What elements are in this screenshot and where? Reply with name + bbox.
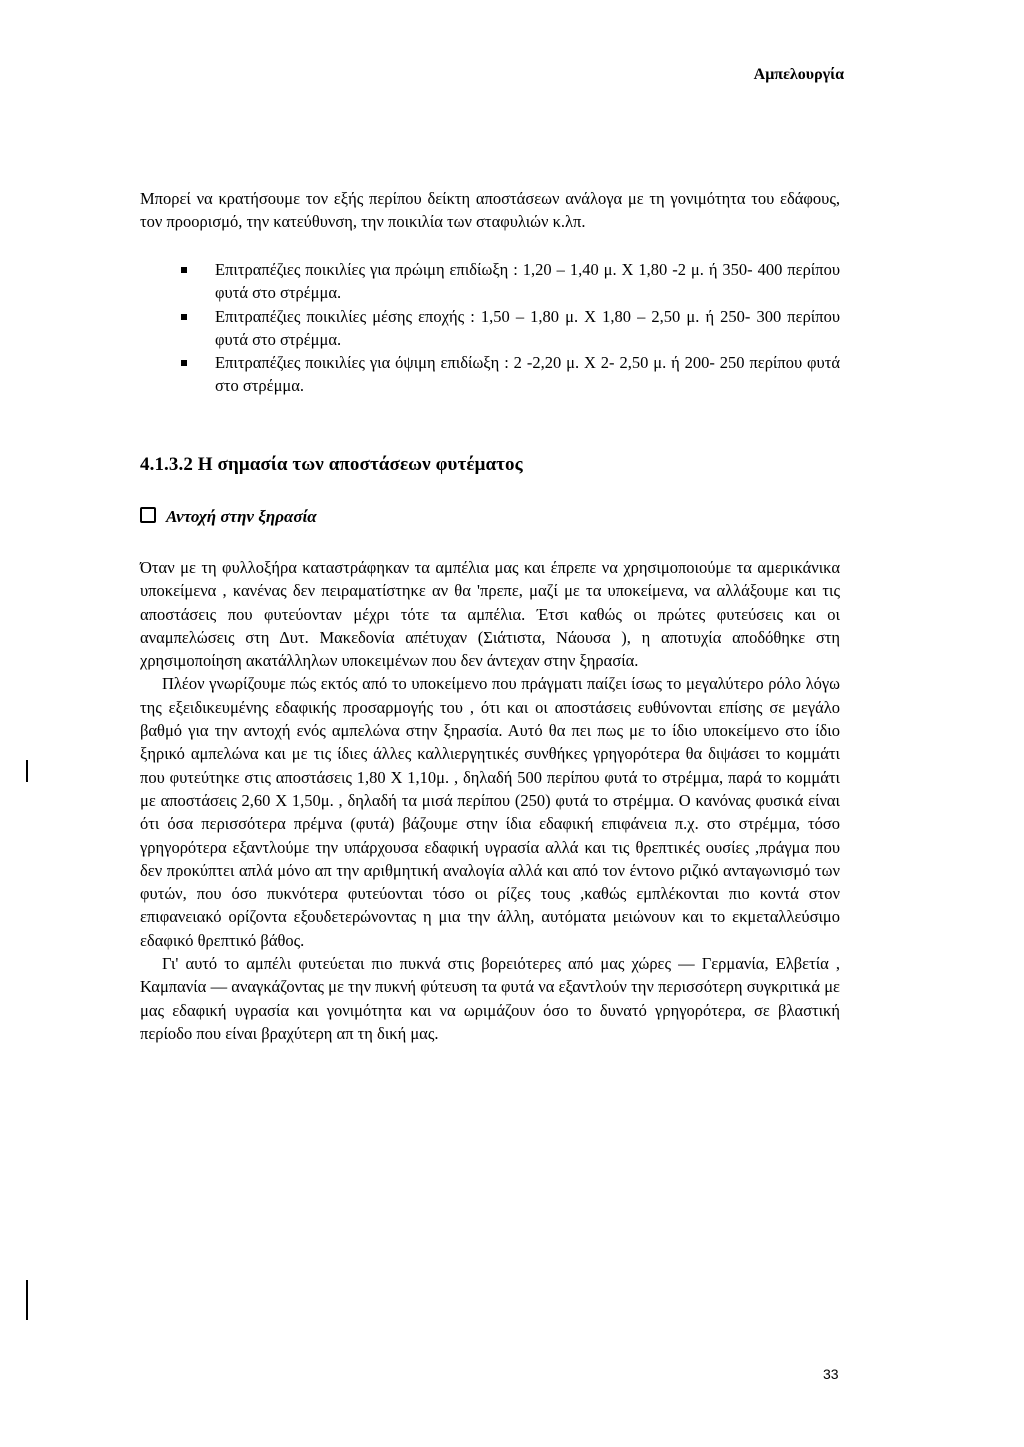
- bullet-icon: [181, 314, 187, 320]
- running-header: Αμπελουργία: [753, 66, 844, 83]
- margin-mark: [26, 760, 28, 782]
- checkbox-square-icon: [140, 507, 156, 523]
- paragraph: Όταν με τη φυλλοξήρα καταστράφηκαν τα αμπέλια μας και έπρεπε να χρησιμοποιούμε τα αμερικάνικα υποκείμενα , κανένας δεν πειραματίστηκε αν θα 'πρεπε, μαζί με τα υποκείμενα, να αλλάξουμε και τις αποστάσεις που φυτεύονταν μέχρι τότε τα αμπέλια. Έτσι καθώς οι πρώτες φυτεύσεις και οι αναμπελώσεις στη Δυτ. Μακεδονία απέτυχαν (Σιάτιστα, Νάουσα ), η αποτυχία αποδόθηκε στη χρησιμοποίηση ακατάλληλων υποκειμένων που δεν άντεχαν στην ξηρασία.: [140, 558, 840, 671]
- list-item-text: Επιτραπέζιες ποικιλίες μέσης εποχής : 1,50 – 1,80 μ. Χ 1,80 – 2,50 μ. ή 250- 300 περίπου φυτά στο στρέμμα.: [215, 306, 840, 349]
- bullet-icon: [181, 360, 187, 366]
- margin-mark: [26, 1280, 28, 1320]
- bullet-icon: [181, 267, 187, 273]
- spacing-list: [175, 258, 840, 398]
- list-item-text: Επιτραπέζιες ποικιλίες για πρώιμη επιδίωξη : 1,20 – 1,40 μ. Χ 1,80 -2 μ. ή 350- 400 περίπου φυτά στο στρέμμα.: [215, 260, 840, 303]
- paragraph: Γι' αυτό το αμπέλι φυτεύεται πιο πυκνά στις βορειότερες από μας χώρες — Γερμανία, Ελβετία , Καμπανία — αναγκάζοντας με την πυκνή φύτευση τα φυτά να εξαντλούν την περισσότερη συγκριτικά με μας εδαφική υγρασία και γονιμότητα και να ωριμάζουν όσο το δυνατό γρηγορότερα, σε βλαστική περίοδο που είναι βραχύτερη απ τη δική μας.: [140, 954, 840, 1043]
- subsection-heading-text: Αντοχή στην ξηρασία: [166, 507, 317, 526]
- list-item: [175, 305, 840, 352]
- list-item: [175, 351, 840, 398]
- page-number: 33: [823, 1366, 839, 1382]
- body-text: [140, 556, 840, 1045]
- list-item-text: Επιτραπέζιες ποικιλίες για όψιμη επιδίωξη : 2 -2,20 μ. Χ 2- 2,50 μ. ή 200- 250 περίπου φυτά στο στρέμμα.: [215, 353, 840, 396]
- subsection-heading: [140, 507, 317, 527]
- section-heading: 4.1.3.2 Η σημασία των αποστάσεων φυτέματος: [140, 454, 523, 475]
- intro-paragraph: Μπορεί να κρατήσουμε τον εξής περίπου δείκτη αποστάσεων ανάλογα με τη γονιμότητα του εδάφους, τον προορισμό, την κατεύθυνση, την ποικιλία των σταφυλιών κ.λπ.: [140, 189, 840, 232]
- paragraph: Πλέον γνωρίζουμε πώς εκτός από το υποκείμενο που πράγματι παίζει ίσως το μεγαλύτερο ρόλο λόγω της εξειδικευμένης εδαφικής προσαρμογής του , ότι και οι αποστάσεις ευθύνονται επίσης σε μεγάλο βαθμό για την αντοχή ενός αμπελώνα στην ξηρασία. Αυτό θα πει πως με το ίδιο υποκείμενο στο ίδιο ξηρικό αμπελώνα και με τις ίδιες άλλες καλλιεργητικές συνθήκες γρηγορότερα θα διψάσει το κομμάτι που φυτεύτηκε στις αποστάσεις 1,80 Χ 1,10μ. , δηλαδή 500 περίπου φυτά το στρέμμα, παρά το κομμάτι με αποστάσεις 2,60 Χ 1,50μ. , δηλαδή τα μισά περίπου (250) φυτά το στρέμμα. Ο κανόνας φυσικά είναι ότι όσα περισσότερα πρέμνα (φυτά) βάζουμε στην ίδια εδαφική επιφάνεια π.χ. στο στρέμμα, τόσο γρηγορότερα εξαντλούμε την υπάρχουσα εδαφική υγρασία αλλά και τις θρεπτικές ουσίες ,πράγμα που δεν προκύπτει απλά μόνο απ την αριθμητική αναλογία αλλά και από τον έντονο ριζικό ανταγωνισμό των φυτών, που όσο πυκνότερα φυτεύονται τόσο οι ρίζες τους ,καθώς εμπλέκονται πιο κοντά στον επιφανειακό ορίζοντα εξουδετερώνοντας η μια την άλλη, αυτόματα μειώνουν και το εκμεταλλεύσιμο εδαφικό θρεπτικό βάθος.: [140, 674, 840, 950]
- list-item: [175, 258, 840, 305]
